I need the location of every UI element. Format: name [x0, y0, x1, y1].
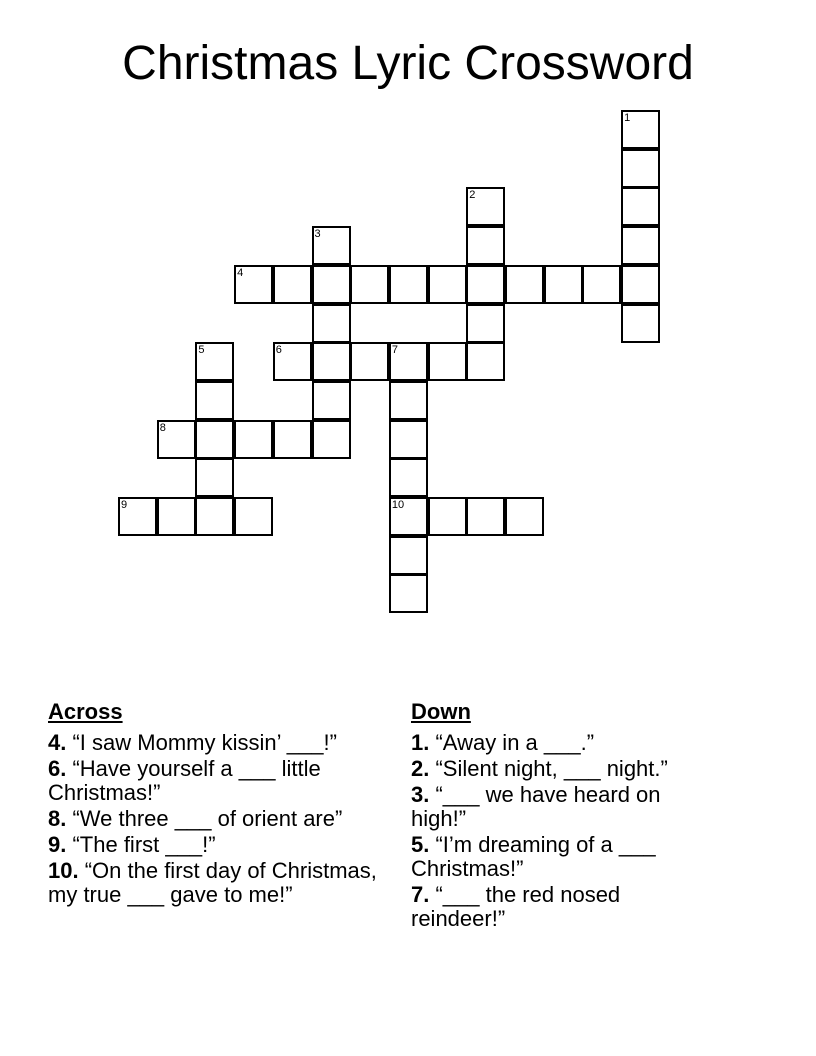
page-title: Christmas Lyric Crossword — [122, 37, 694, 90]
grid-cell[interactable] — [389, 458, 428, 497]
across-clue-8 — [48, 807, 393, 831]
clue-number: 4. — [48, 730, 67, 755]
clue-text: “Away in a ___.” — [429, 730, 595, 755]
grid-cell[interactable] — [466, 226, 505, 265]
clue-number: 2. — [411, 756, 430, 781]
across-clue-9 — [48, 833, 393, 857]
grid-cell[interactable] — [621, 226, 660, 265]
down-heading: Down — [411, 699, 471, 724]
cell-number: 8 — [159, 421, 166, 434]
grid-cell[interactable] — [466, 342, 505, 381]
grid-cell[interactable] — [195, 342, 234, 381]
clue-text: “On the first day of Christmas, my true ___ gave to me!” — [48, 858, 377, 907]
grid-cell[interactable] — [389, 381, 428, 420]
clue-text: “I saw Mommy kissin’ ___!” — [66, 730, 337, 755]
across-heading: Across — [48, 699, 123, 724]
cell-number: 10 — [391, 499, 405, 511]
grid-cell[interactable] — [466, 497, 505, 536]
grid-cell[interactable] — [312, 226, 351, 265]
grid-cell[interactable] — [389, 536, 428, 575]
clue-number: 10. — [48, 858, 79, 883]
across-clue-6 — [48, 757, 393, 805]
grid-cell[interactable] — [157, 420, 196, 459]
grid-cell[interactable] — [428, 497, 467, 536]
grid-cell[interactable] — [621, 149, 660, 188]
grid-cell[interactable] — [273, 342, 312, 381]
clue-text: “Have yourself a ___ little Christmas!” — [48, 756, 321, 805]
grid-cell[interactable] — [234, 497, 273, 536]
clue-text: “We three ___ of orient are” — [66, 806, 343, 831]
across-clues — [48, 700, 393, 909]
grid-cell[interactable] — [505, 265, 544, 304]
across-clue-4 — [48, 731, 393, 755]
grid-cell[interactable] — [389, 574, 428, 613]
grid-cell[interactable] — [466, 187, 505, 226]
grid-cell[interactable] — [273, 420, 312, 459]
grid-cell[interactable] — [350, 342, 389, 381]
cell-number: 7 — [391, 344, 399, 357]
cell-number: 5 — [198, 344, 205, 357]
clue-text: “___ the red nosed reindeer!” — [411, 882, 621, 931]
clue-text: “I’m dreaming of a ___ Christmas!” — [411, 832, 656, 881]
cell-number: 1 — [624, 112, 631, 124]
grid-cell[interactable] — [389, 497, 428, 536]
cell-number: 2 — [469, 189, 476, 202]
clue-number: 7. — [411, 882, 430, 907]
down-clue-2 — [411, 757, 711, 781]
down-clues — [411, 700, 711, 933]
grid-cell[interactable] — [118, 497, 157, 536]
grid-cell[interactable] — [312, 304, 351, 343]
grid-cell[interactable] — [312, 342, 351, 381]
grid-cell[interactable] — [312, 265, 351, 304]
clue-number: 8. — [48, 806, 67, 831]
cell-number: 6 — [275, 344, 282, 357]
grid-cell[interactable] — [195, 497, 234, 536]
cell-number: 3 — [314, 228, 321, 241]
grid-cell[interactable] — [466, 265, 505, 304]
grid-cell[interactable] — [195, 420, 234, 459]
grid-cell[interactable] — [428, 342, 467, 381]
down-clue-5 — [411, 833, 711, 881]
grid-cell[interactable] — [621, 110, 660, 149]
down-clue-7 — [411, 883, 711, 931]
grid-cell[interactable] — [234, 265, 273, 304]
grid-cell[interactable] — [312, 381, 351, 420]
clue-number: 3. — [411, 782, 430, 807]
clue-number: 1. — [411, 730, 430, 755]
grid-cell[interactable] — [466, 304, 505, 343]
cell-number: 4 — [237, 266, 244, 279]
grid-cell[interactable] — [428, 265, 467, 304]
clue-number: 6. — [48, 756, 67, 781]
grid-cell[interactable] — [157, 497, 196, 536]
grid-cell[interactable] — [582, 265, 621, 304]
clue-number: 9. — [48, 832, 67, 857]
grid-cell[interactable] — [273, 265, 312, 304]
grid-cell[interactable] — [350, 265, 389, 304]
down-clue-3 — [411, 783, 711, 831]
grid-cell[interactable] — [195, 458, 234, 497]
grid-cell[interactable] — [389, 342, 428, 381]
grid-cell[interactable] — [195, 381, 234, 420]
clue-number: 5. — [411, 832, 430, 857]
grid-cell[interactable] — [621, 304, 660, 343]
cell-number: 9 — [121, 499, 128, 511]
grid-cell[interactable] — [389, 420, 428, 459]
grid-cell[interactable] — [621, 265, 660, 304]
grid-cell[interactable] — [505, 497, 544, 536]
across-clue-10 — [48, 859, 393, 907]
down-clue-1 — [411, 731, 711, 755]
grid-cell[interactable] — [621, 187, 660, 226]
clue-text: “Silent night, ___ night.” — [429, 756, 668, 781]
grid-cell[interactable] — [312, 420, 351, 459]
clue-text: “___ we have heard on high!” — [411, 782, 661, 831]
grid-cell[interactable] — [234, 420, 273, 459]
grid-cell[interactable] — [389, 265, 428, 304]
clue-text: “The first ___!” — [66, 832, 216, 857]
grid-cell[interactable] — [544, 265, 583, 304]
